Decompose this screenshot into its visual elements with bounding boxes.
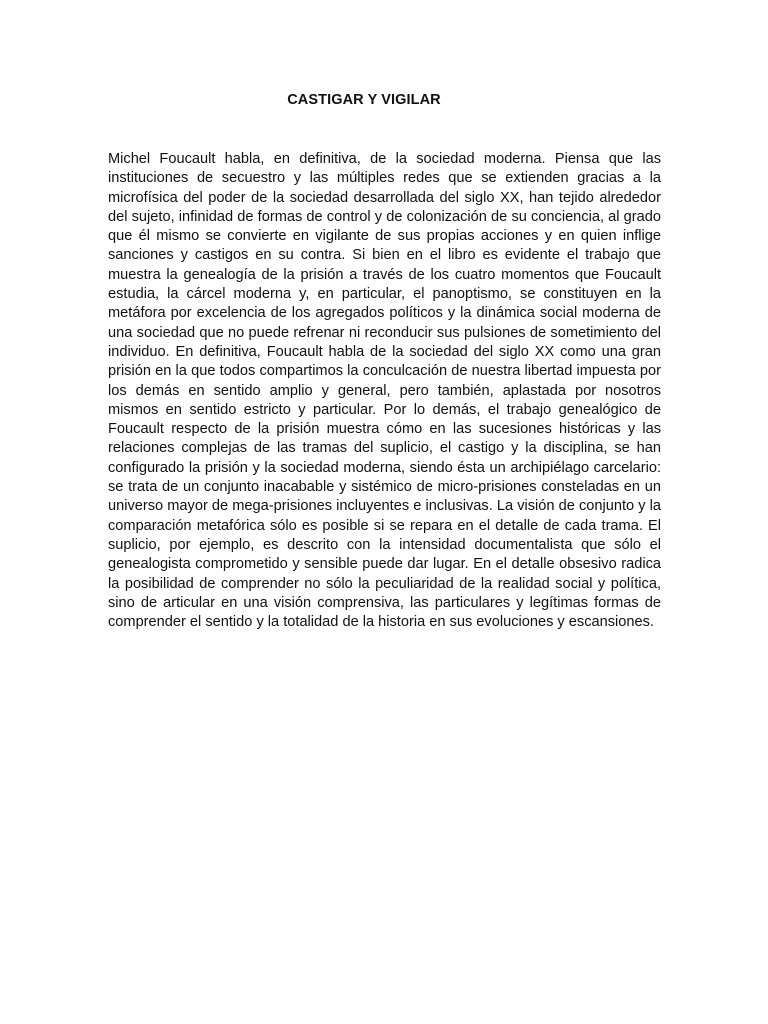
document-title-text: CASTIGAR Y VIGILAR [287,92,441,108]
document-title [0,92,768,108]
body-paragraph: Michel Foucault habla, en definitiva, de la sociedad moderna. Piensa que las instituciones de secuestro y las múltiples redes que se extienden gracias a la microfísica del poder de la sociedad desarrollada del siglo XX, han tejido alrededor del sujeto, infinidad de formas de control y de colonización de su conciencia, al grado que él mismo se convierte en vigilante de sus propias acciones y en quien inflige sanciones y castigos en su contra. Si bien en el libro es evidente el trabajo que muestra la genealogía de la prisión a través de los cuatro momentos que Foucault estudia, la cárcel moderna y, en particular, el panoptismo, se constituyen en la metáfora por excelencia de los agregados políticos y la dinámica social moderna de una sociedad que no puede refrenar ni reconducir sus pulsiones de sometimiento del individuo. En definitiva, Foucault habla de la sociedad del siglo XX como una gran prisión en la que todos compartimos la conculcación de nuestra libertad impuesta por los demás en sentido amplio y general, pero también, aplastada por nosotros mismos en sentido estricto y particular. Por lo demás, el trabajo genealógico de Foucault respecto de la prisión muestra cómo en las sucesiones históricas y las relaciones complejas de las tramas del suplicio, el castigo y la disciplina, se han configurado la prisión y la sociedad moderna, siendo ésta un archipiélago carcelario: se trata de un conjunto inacabable y sistémico de micro-prisiones consteladas en un universo mayor de mega-prisiones incluyentes e inclusivas. La visión de conjunto y la comparación metafórica sólo es posible si se repara en el detalle de cada trama. El suplicio, por ejemplo, es descrito con la intensidad documentalista que sólo el genealogista comprometido y sensible puede dar lugar. En el detalle obsesivo radica la posibilidad de comprender no sólo la peculiaridad de la realidad social y política, sino de articular en una visión comprensiva, las particulares y legítimas formas de comprender el sentido y la totalidad de la historia en sus evoluciones y escansiones. [108,151,661,631]
